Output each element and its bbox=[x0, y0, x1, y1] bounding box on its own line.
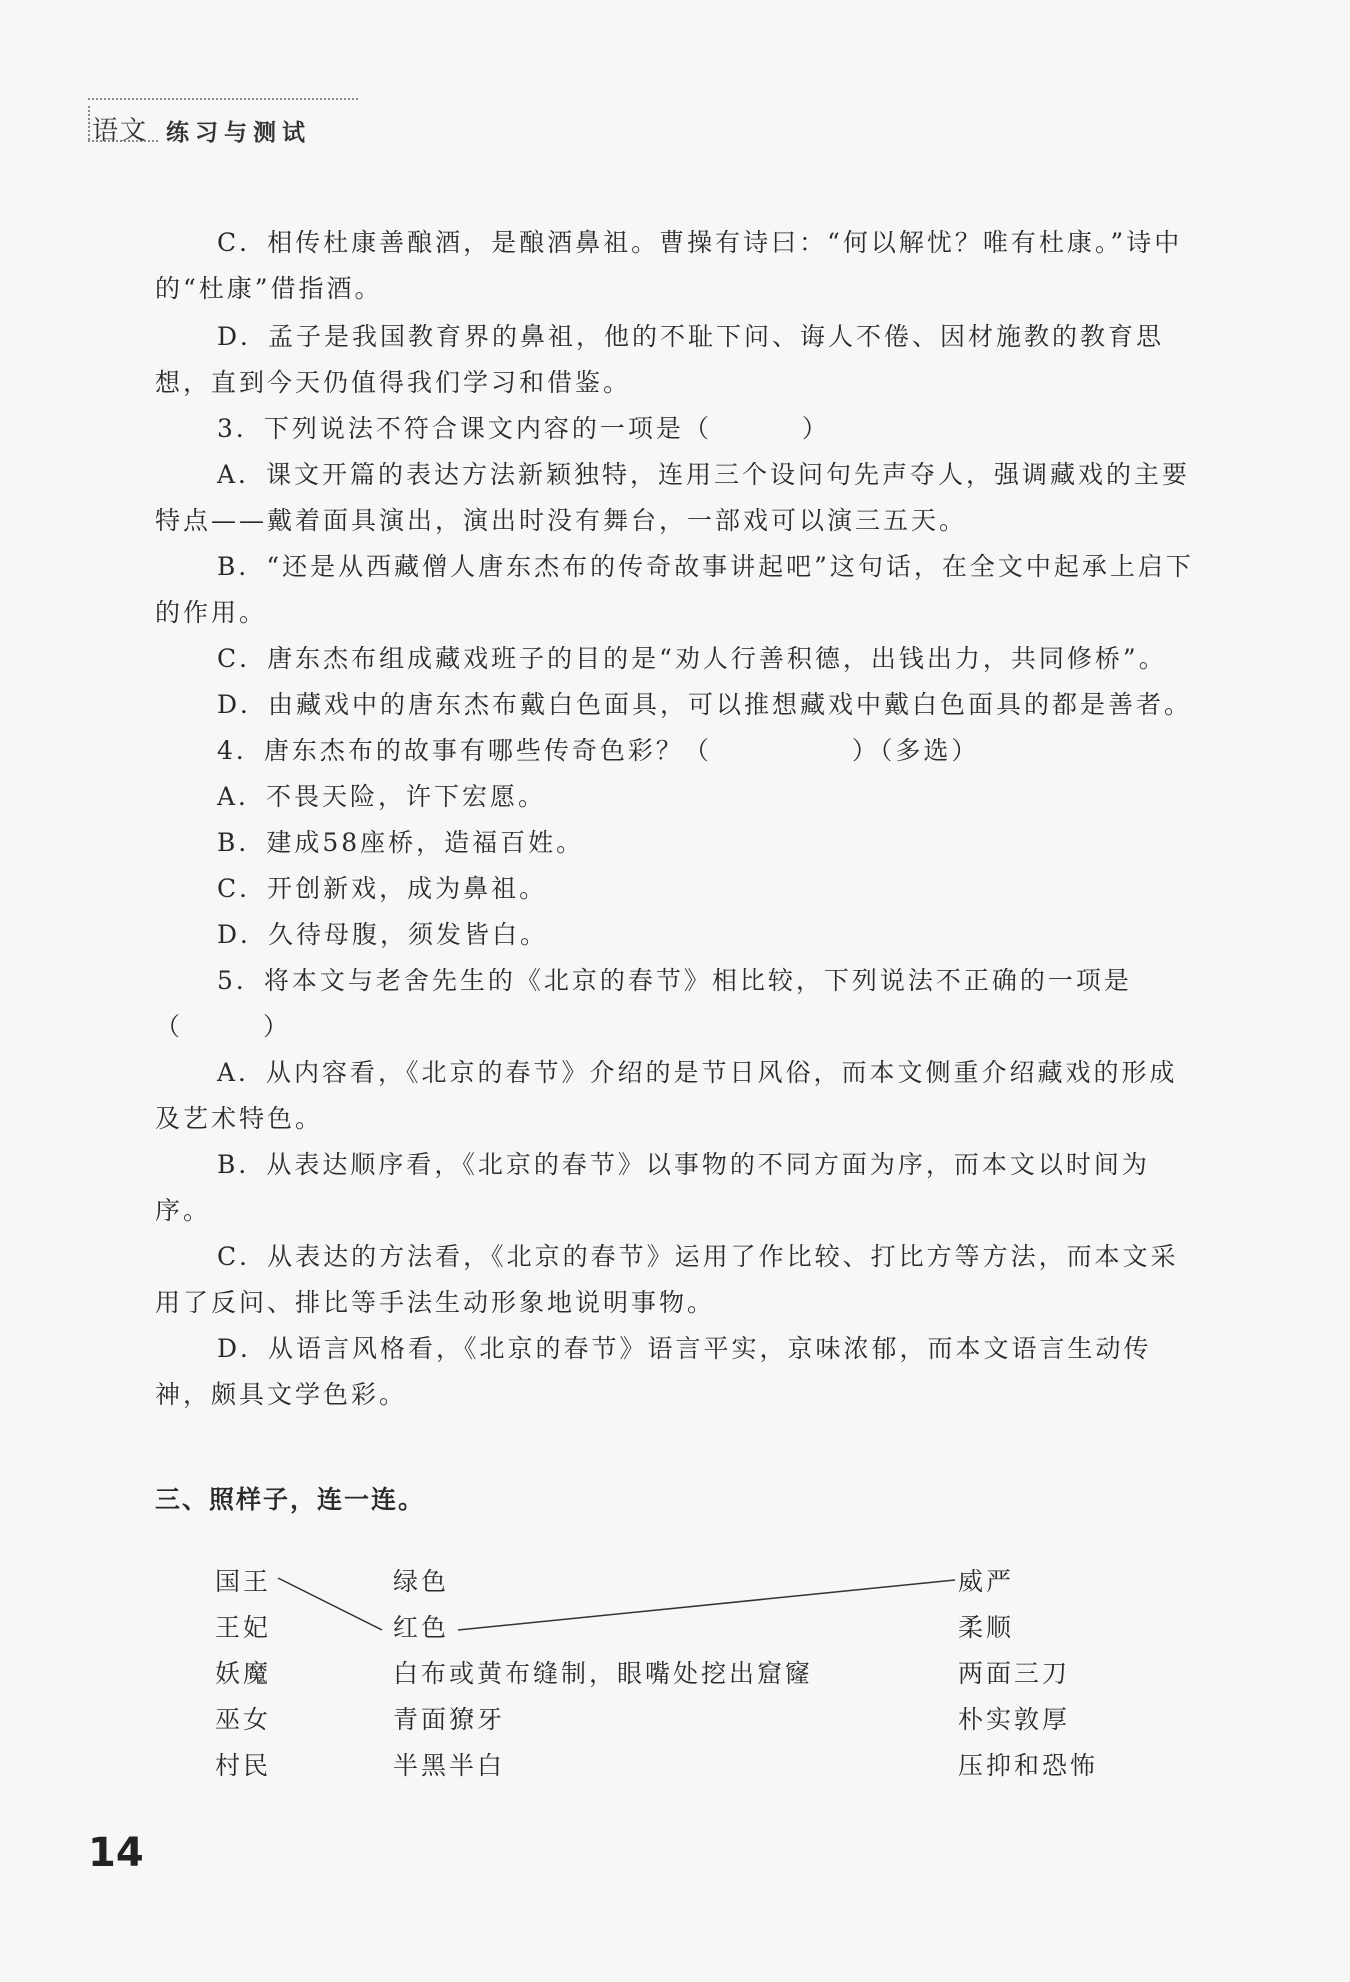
q5-option-b: B．从表达顺序看，《北京的春节》以事物的不同方面为序，而本文以时间为序。 bbox=[155, 1150, 1150, 1225]
q4-option-d: D．久待母腹，须发皆白。 bbox=[217, 920, 549, 949]
q4-option-a: A．不畏天险，许下宏愿。 bbox=[217, 782, 547, 811]
left-column-item: 王妃 bbox=[215, 1613, 272, 1642]
middle-column-item: 绿色 bbox=[393, 1567, 450, 1596]
q4-option-c: C．开创新戏，成为鼻祖。 bbox=[217, 874, 548, 903]
q4-option-b: B．建成58座桥，造福百姓。 bbox=[217, 828, 585, 857]
right-column-item: 压抑和恐怖 bbox=[958, 1751, 1099, 1780]
subject-label: 语文 bbox=[92, 116, 149, 146]
q3-option-b: B．“还是从西藏僧人唐东杰布的传奇故事讲起吧”这句话，在全文中起承上启下的作用。 bbox=[155, 552, 1194, 627]
left-column-item: 村民 bbox=[215, 1751, 272, 1780]
example-line-king-to-red bbox=[278, 1578, 382, 1630]
book-title: 练习与测试 bbox=[166, 120, 311, 146]
q3-stem: 3．下列说法不符合课文内容的一项是（ ） bbox=[217, 414, 830, 443]
q2-option-c: C．相传杜康善酿酒，是酿酒鼻祖。曹操有诗曰：“何以解忧？唯有杜康。”诗中的“杜康”借指酒。 bbox=[155, 228, 1183, 303]
left-column-item: 妖魔 bbox=[215, 1659, 272, 1688]
left-column-item: 国王 bbox=[215, 1567, 272, 1596]
q5-option-a: A．从内容看，《北京的春节》介绍的是节日风俗，而本文侧重介绍藏戏的形成及艺术特色。 bbox=[155, 1058, 1178, 1133]
middle-column-item: 红色 bbox=[393, 1613, 450, 1642]
q4-stem: 4．唐东杰布的故事有哪些传奇色彩？（ ）（多选） bbox=[217, 736, 980, 765]
middle-column-item: 半黑半白 bbox=[393, 1751, 506, 1780]
q3-option-d: D．由藏戏中的唐东杰布戴白色面具，可以推想藏戏中戴白色面具的都是善者。 bbox=[217, 690, 1193, 719]
example-line-red-to-majesty bbox=[458, 1580, 955, 1630]
q5-stem: 5．将本文与老舍先生的《北京的春节》相比较，下列说法不正确的一项是 bbox=[217, 966, 1132, 995]
right-column-item: 威严 bbox=[958, 1567, 1015, 1596]
q5-option-c: C．从表达的方法看，《北京的春节》运用了作比较、打比方等方法，而本文采用了反问、排比等手法生动形象地说明事物。 bbox=[155, 1242, 1179, 1317]
right-column-item: 朴实敦厚 bbox=[958, 1705, 1071, 1734]
section-3-title: 三、照样子，连一连。 bbox=[155, 1485, 426, 1514]
q5-option-d: D．从语言风格看，《北京的春节》语言平实，京味浓郁，而本文语言生动传神，颇具文学色彩。 bbox=[155, 1334, 1152, 1409]
q3-option-a: A．课文开篇的表达方法新颖独特，连用三个设问句先声夺人，强调藏戏的主要特点——戴着面具演出，演出时没有舞台，一部戏可以演三五天。 bbox=[155, 460, 1191, 535]
q2-option-d: D．孟子是我国教育界的鼻祖，他的不耻下问、诲人不倦、因材施教的教育思想，直到今天仍值得我们学习和借鉴。 bbox=[155, 322, 1165, 397]
left-column-item: 巫女 bbox=[215, 1705, 272, 1734]
middle-column-item: 白布或黄布缝制，眼嘴处挖出窟窿 bbox=[393, 1659, 814, 1688]
middle-column-item: 青面獠牙 bbox=[393, 1705, 506, 1734]
q3-option-c: C．唐东杰布组成藏戏班子的目的是“劝人行善积德，出钱出力，共同修桥”。 bbox=[217, 644, 1167, 673]
right-column-item: 柔顺 bbox=[958, 1613, 1015, 1642]
q5-answer-paren: （ ） bbox=[155, 1012, 292, 1041]
page-number: 14 bbox=[88, 1830, 144, 1876]
right-column-item: 两面三刀 bbox=[958, 1659, 1071, 1688]
